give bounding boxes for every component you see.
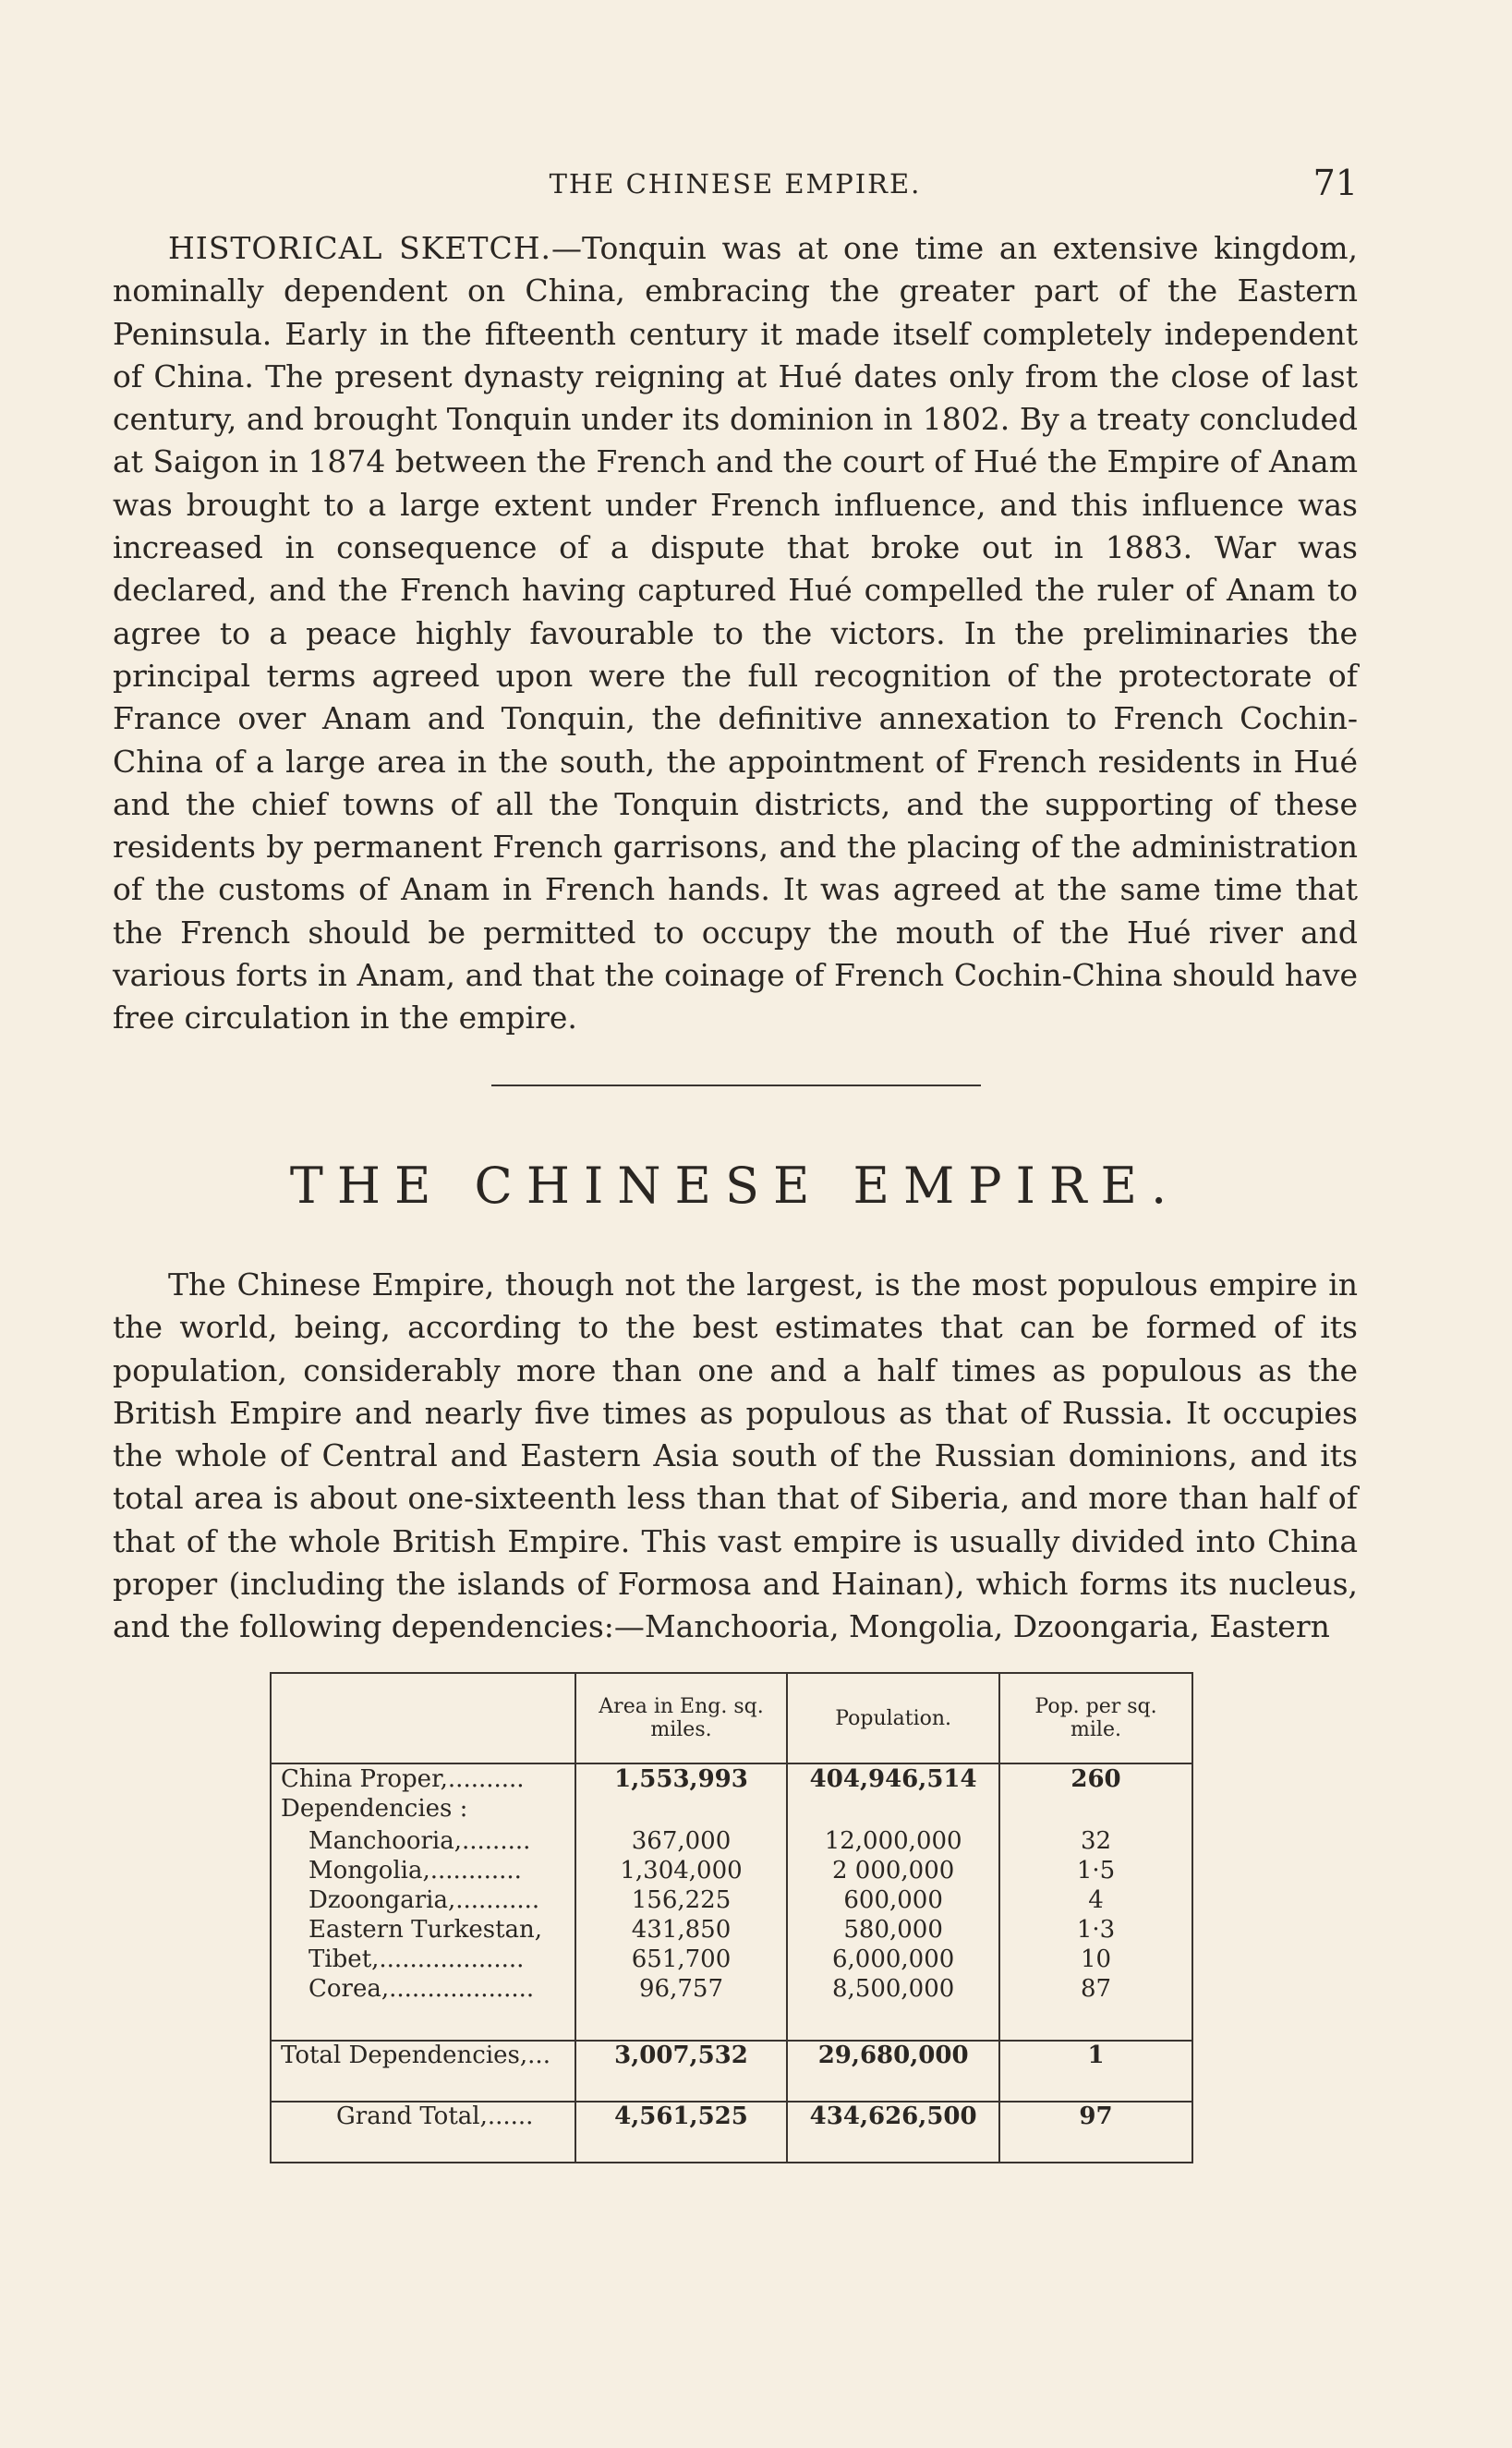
dzoongaria-population: 600,000	[843, 1885, 943, 1914]
tibet-density: 10	[1080, 1945, 1112, 1973]
grand-total-density: 97	[999, 2102, 1192, 2163]
corea-population: 8,500,000	[831, 1974, 955, 2003]
mongolia-density: 1·5	[1076, 1856, 1116, 1884]
corea-area: 96,757	[639, 1974, 723, 2003]
china-proper-population: 404,946,514	[787, 1763, 999, 1826]
table-row-total-dependencies	[271, 2041, 1192, 2102]
eastern-turkestan-area: 431,850	[631, 1915, 732, 1944]
row-label-manchooria: Manchooria,.........	[308, 1826, 531, 1855]
mongolia-population: 2 000,000	[831, 1856, 955, 1884]
historical-sketch-lead: HISTORICAL SKETCH.	[168, 230, 552, 266]
row-label-china-proper: China Proper,..........	[281, 1765, 525, 1793]
section-title: THE CHINESE EMPIRE.	[289, 1157, 1181, 1215]
manchooria-area: 367,000	[631, 1826, 732, 1855]
table-row	[271, 1763, 1192, 1826]
statistics-table	[270, 1672, 1193, 2163]
row-label-grand-total: Grand Total,......	[271, 2102, 575, 2163]
manchooria-population: 12,000,000	[824, 1826, 962, 1855]
page-number: 71	[1312, 163, 1358, 203]
total-dependencies-area: 3,007,532	[575, 2041, 787, 2102]
corea-density: 87	[1080, 1974, 1112, 2003]
row-label-mongolia: Mongolia,............	[308, 1856, 522, 1884]
running-head	[113, 163, 1358, 209]
dzoongaria-area: 156,225	[631, 1885, 732, 1914]
dependencies-label: Dependencies :	[281, 1795, 468, 1823]
historical-sketch-paragraph	[113, 227, 1358, 1040]
mongolia-area: 1,304,000	[620, 1856, 743, 1884]
table-header-row	[271, 1673, 1192, 1763]
total-dependencies-density: 1	[999, 2041, 1192, 2102]
row-label-tibet: Tibet,...................	[308, 1945, 525, 1973]
tibet-area: 651,700	[631, 1945, 732, 1973]
eastern-turkestan-population: 580,000	[843, 1915, 943, 1944]
historical-sketch-text: —Tonquin was at one time an extensive kingdom, nominally dependent on China, embracing the greater part of the Eastern Peninsula. Early in the fifteenth century it made itself completely independent of China. The present dynasty reigning at Hué dates only from the close of last century, and brought Tonquin under its dominion in 1802. By a treaty concluded at Saigon in 1874 between the French and the court of Hué the Empire of Anam was brought to a large extent under French influence, and this influence was increased in consequence of a dispute that broke out in 1883. War was declared, and the French having captured Hué compelled the ruler of Anam to agree to a peace highly favourable to the victors. In the preliminaries the principal terms agreed upon were the full recognition of the protectorate of France over Anam and Tonquin, the definitive annexation to French Cochin-China of a large area in the south, the appointment of French residents in Hué and the chief towns of all the Tonquin districts, and the supporting of these residents by permanent French garrisons, and the placing of the administration of the customs of Anam in French hands. It was agreed at the same time that the French should be permitted to occupy the mouth of the Hué river and various forts in Anam, and that the coinage of French Cochin-China should have free circulation in the empire.	[113, 230, 1358, 1036]
china-proper-density: 260	[999, 1763, 1192, 1826]
row-label-total-dependencies: Total Dependencies,...	[271, 2041, 575, 2102]
running-head-title: THE CHINESE EMPIRE.	[549, 168, 922, 200]
eastern-turkestan-density: 1·3	[1076, 1915, 1116, 1944]
total-dependencies-population: 29,680,000	[787, 2041, 999, 2102]
header-density: Pop. per sq. mile.	[999, 1673, 1192, 1763]
book-page	[113, 0, 1358, 2448]
row-label-corea: Corea,...................	[308, 1974, 535, 2003]
table-row-dependencies	[271, 1826, 1192, 2041]
header-population: Population.	[787, 1673, 999, 1763]
grand-total-population: 434,626,500	[787, 2102, 999, 2163]
intro-text: The Chinese Empire, though not the largest, is the most populous empire in the world, being, according to the best estimates that can be formed of its population, considerably more than one and a half times as populous as the British Empire and nearly five times as populous as that of Russia. It occupies the whole of Central and Eastern Asia south of the Russian dominions, and its total area is about one-sixteenth less than that of Siberia, and more than half of that of the whole British Empire. This vast empire is usually divided into China proper (including the islands of Formosa and Hainan), which forms its nucleus, and the following dependencies:—Manchooria, Mongolia, Dzoongaria, Eastern	[113, 1266, 1358, 1645]
intro-paragraph	[113, 1264, 1358, 1649]
table-row-grand-total	[271, 2102, 1192, 2163]
row-label-dzoongaria: Dzoongaria,...........	[308, 1885, 540, 1914]
manchooria-density: 32	[1080, 1826, 1112, 1855]
china-proper-area: 1,553,993	[575, 1763, 787, 1826]
grand-total-area: 4,561,525	[575, 2102, 787, 2163]
section-divider	[491, 1085, 981, 1086]
header-region	[271, 1673, 575, 1763]
dzoongaria-density: 4	[1088, 1885, 1104, 1914]
header-area: Area in Eng. sq. miles.	[575, 1673, 787, 1763]
tibet-population: 6,000,000	[831, 1945, 955, 1973]
row-label-eastern-turkestan: Eastern Turkestan,	[308, 1915, 543, 1944]
